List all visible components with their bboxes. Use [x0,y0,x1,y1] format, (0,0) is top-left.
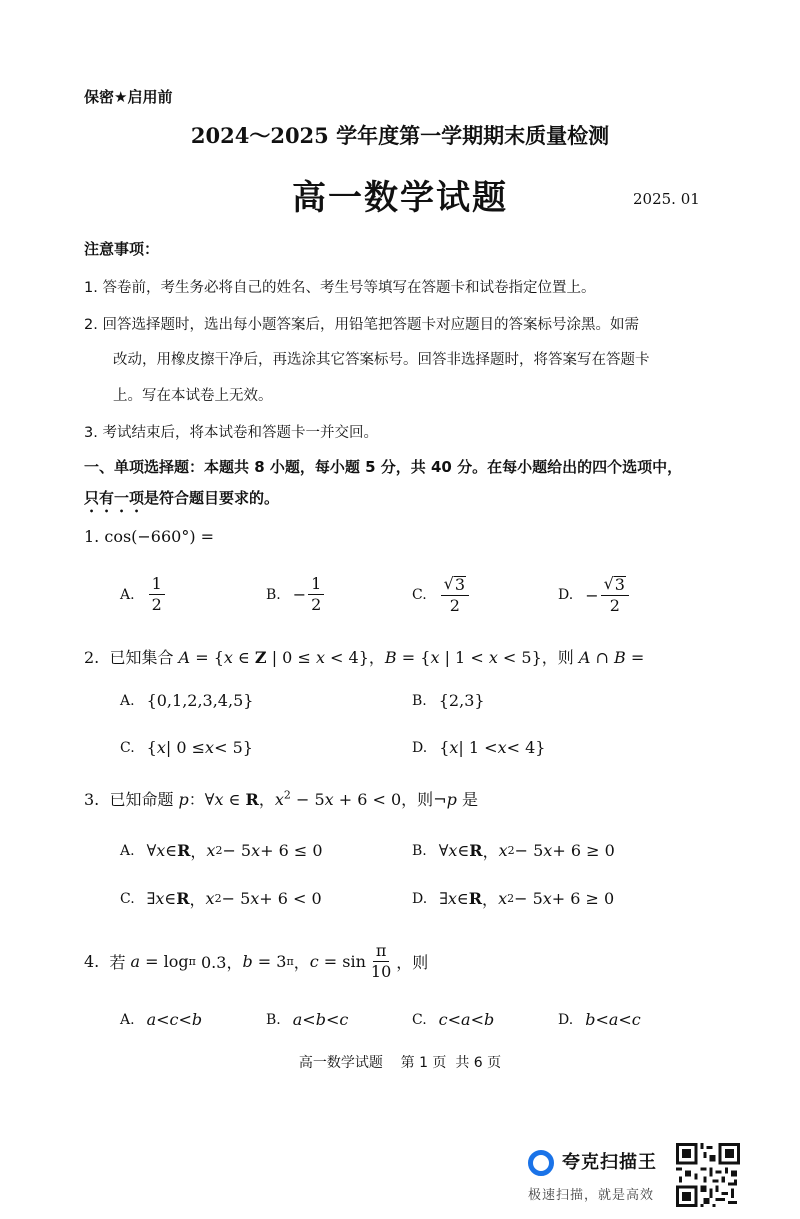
notice-item: 2. 回答选择题时，选出每小题答案后，用铅笔把答题卡对应题目的答案标号涂黑。如需 [84,317,639,333]
q4-option-d: D. b < a < c [558,1010,641,1029]
qr-code-icon [676,1143,740,1207]
q3-option-d: D. ∃ x ∈ R ， x 2 − 5 x + 6 ≥ 0 [412,889,615,909]
scanner-logo-icon [528,1150,554,1176]
paper-title: 高一数学试题 [292,178,508,218]
notice-item-continuation: 上。写在本试卷上无效。 [113,388,273,404]
q2-option-b: B. {2,3} [412,691,485,710]
q4-option-a: A. a < c < b [120,1010,203,1029]
exam-title: 2024～2025 学年度第一学期期末质量检测 [190,123,610,148]
q1-option-c: C. √ 3 2 [412,576,471,615]
q1-option-b: B. − $\frac{1}{2}$ [266,576,326,614]
section-heading: 一、单项选择题：本题共 8 小题，每小题 5 分，共 40 分。在每小题给出的四个选项中， [84,458,683,476]
q2-option-c: C. { x | 0 ≤ x < 5} [120,738,253,757]
q4-option-b: B. a < b < c [266,1010,349,1029]
q2-option-a: A. {0,1,2,3,4,5} [120,691,254,710]
scanner-slogan: 极速扫描，就是高效 [528,1188,655,1203]
notice-item: 1. 答卷前，考生务必将自己的姓名、考生号等填写在答题卡和试卷指定位置上。 [84,280,596,296]
exam-date: 2025. 01 [633,190,700,208]
q3-option-a: A. ∀ x ∈ R ， x 2 − 5 x + 6 ≤ 0 [120,841,323,861]
notice-item-continuation: 改动，用橡皮擦干净后，再选涂其它答案标号。回答非选择题时，将答案写在答题卡 [113,352,650,368]
question-3-stem: 3. 已知命题 p：∀x ∈ R，$x^2 - 5x + 6 < 0$，则¬p 是 [84,788,478,809]
confidential-mark: 保密★启用前 [84,88,173,106]
question-4-stem: 4. 若 a = log π 0.3， b = 3 π ， c = sin $\frac{\pi}{10}$ ，则 [84,941,429,981]
q3-option-c: C. ∃ x ∈ R ， x 2 − 5 x + 6 < 0 [120,889,322,909]
section-heading-line2: 只有一项是符合题目要求的。 [84,489,280,507]
question-2-stem: 2. 已知集合 A = {x ∈ Z | 0 ≤ x < 4}，B = {x | 1 < x < 5}，则 A ∩ B = [84,648,645,667]
q1-option-d: D. − √ 3 2 [558,576,631,615]
notice-heading: 注意事项： [84,240,160,258]
question-1-stem: 1. cos(−660°) = [84,527,215,546]
q2-option-d: D. { x | 1 < x < 4} [412,738,546,757]
scanner-brand-name: 夸克扫描王 [562,1152,657,1173]
emphasis-text: 只有一项 [84,489,145,507]
q3-option-b: B. ∀ x ∈ R ， x 2 − 5 x + 6 ≥ 0 [412,841,615,861]
page-footer: 高一数学试题 第 1 页 共 6 页 [298,1055,502,1071]
notice-item: 3. 考试结束后，将本试卷和答题卡一并交回。 [84,425,378,441]
q1-option-a: A. $\frac{1}{2}$ [120,576,167,614]
q4-option-c: C. c < a < b [412,1010,495,1029]
